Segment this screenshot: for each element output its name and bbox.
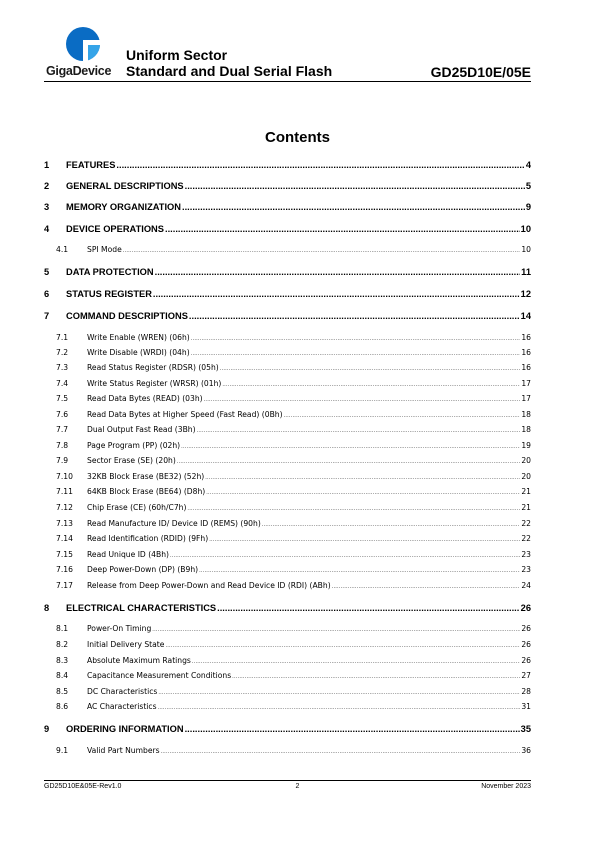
toc-entry[interactable] bbox=[44, 550, 531, 559]
toc-entry-leader bbox=[206, 490, 520, 496]
toc-entry-number: 8.2 bbox=[56, 640, 69, 649]
toc-entry-page: 16 bbox=[521, 348, 531, 357]
toc-entry-title: DC Characteristics bbox=[87, 687, 158, 696]
toc-entry-leader bbox=[116, 160, 524, 170]
toc-entry[interactable] bbox=[44, 379, 531, 388]
toc-entry[interactable] bbox=[44, 160, 531, 170]
toc-entry-title: 64KB Block Erase (BE64) (D8h) bbox=[87, 487, 206, 496]
toc-entry-title: Write Status Register (WRSR) (01h) bbox=[87, 379, 222, 388]
toc-entry-number: 9.1 bbox=[56, 746, 69, 755]
toc-entry-page: 31 bbox=[521, 702, 531, 711]
toc-entry-leader bbox=[123, 248, 521, 254]
toc-entry-number: 7.12 bbox=[56, 503, 73, 512]
toc-entry-leader bbox=[185, 724, 520, 734]
toc-entry-title: 32KB Block Erase (BE32) (52h) bbox=[87, 472, 205, 481]
toc-entry-title: Read Status Register (RDSR) (05h) bbox=[87, 363, 219, 372]
toc-entry-leader bbox=[192, 659, 520, 665]
toc-entry-title: Valid Part Numbers bbox=[87, 746, 160, 755]
toc-entry-page: 5 bbox=[525, 181, 531, 191]
toc-entry-leader bbox=[205, 475, 520, 481]
toc-entry[interactable] bbox=[44, 224, 531, 234]
toc-entry-leader bbox=[232, 674, 520, 680]
toc-entry-number: 2 bbox=[44, 181, 50, 191]
toc-entry[interactable] bbox=[44, 394, 531, 403]
toc-entry-leader bbox=[185, 181, 525, 191]
toc-entry-leader bbox=[153, 289, 520, 299]
toc-entry-title: ORDERING INFORMATION bbox=[66, 724, 184, 734]
toc-entry-number: 8.5 bbox=[56, 687, 69, 696]
toc-entry-number: 7.17 bbox=[56, 581, 73, 590]
toc-entry[interactable] bbox=[44, 603, 531, 613]
toc-entry-title: Page Program (PP) (02h) bbox=[87, 441, 181, 450]
toc-entry-page: 24 bbox=[521, 581, 531, 590]
toc-entry[interactable] bbox=[44, 425, 531, 434]
toc-entry[interactable] bbox=[44, 746, 531, 755]
toc-entry-page: 10 bbox=[520, 224, 531, 234]
toc-entry-leader bbox=[155, 267, 521, 277]
toc-entry-number: 7.2 bbox=[56, 348, 69, 357]
toc-entry-leader bbox=[181, 444, 520, 450]
toc-entry-leader bbox=[158, 705, 521, 711]
toc-entry-number: 8.4 bbox=[56, 671, 69, 680]
toc-entry-number: 7.13 bbox=[56, 519, 73, 528]
toc-entry-page: 21 bbox=[521, 487, 531, 496]
toc-entry-number: 9 bbox=[44, 724, 50, 734]
toc-entry-title: DATA PROTECTION bbox=[66, 267, 154, 277]
toc-entry-number: 7.1 bbox=[56, 333, 69, 342]
toc-entry-leader bbox=[332, 584, 521, 590]
toc-entry-page: 22 bbox=[521, 534, 531, 543]
toc-entry-page: 26 bbox=[521, 624, 531, 633]
toc-entry-number: 7.3 bbox=[56, 363, 69, 372]
toc-entry-title: Dual Output Fast Read (3Bh) bbox=[87, 425, 196, 434]
toc-entry-number: 3 bbox=[44, 202, 50, 212]
toc-entry-page: 16 bbox=[521, 333, 531, 342]
footer-doc-id: GD25D10E&05E-Rev1.0 bbox=[44, 783, 122, 790]
toc-entry-leader bbox=[191, 336, 521, 342]
toc-entry-page: 28 bbox=[521, 687, 531, 696]
toc-entry-leader bbox=[177, 459, 521, 465]
toc-entry-page: 9 bbox=[525, 202, 531, 212]
logo-mark-icon bbox=[64, 26, 102, 64]
toc-entry-leader bbox=[182, 202, 525, 212]
toc-entry[interactable] bbox=[44, 581, 531, 590]
toc-entry-title: Read Data Bytes (READ) (03h) bbox=[87, 394, 203, 403]
toc-entry[interactable] bbox=[44, 534, 531, 543]
toc-entry-leader bbox=[165, 224, 520, 234]
toc-entry-leader bbox=[197, 428, 521, 434]
toc-entry[interactable] bbox=[44, 202, 531, 212]
toc-entry-title: STATUS REGISTER bbox=[66, 289, 152, 299]
toc-entry[interactable] bbox=[44, 671, 531, 680]
gigadevice-logo bbox=[46, 26, 126, 80]
toc-entry-number: 7.6 bbox=[56, 410, 69, 419]
toc-entry-page: 17 bbox=[521, 379, 531, 388]
toc-entry-number: 7.11 bbox=[56, 487, 73, 496]
toc-entry-number: 7.9 bbox=[56, 456, 69, 465]
toc-entry-number: 7.10 bbox=[56, 472, 73, 481]
toc-entry-page: 12 bbox=[520, 289, 531, 299]
toc-entry-page: 10 bbox=[521, 245, 531, 254]
toc-entry-page: 21 bbox=[521, 503, 531, 512]
toc-entry-number: 8.6 bbox=[56, 702, 69, 711]
toc-entry-title: MEMORY ORGANIZATION bbox=[66, 202, 182, 212]
toc-entry[interactable] bbox=[44, 289, 531, 299]
toc-entry-page: 16 bbox=[521, 363, 531, 372]
toc-entry-leader bbox=[189, 311, 520, 321]
toc-entry-page: 23 bbox=[521, 550, 531, 559]
toc-entry-number: 8.1 bbox=[56, 624, 69, 633]
toc-entry-page: 20 bbox=[521, 456, 531, 465]
toc-entry-title: Read Manufacture ID/ Device ID (REMS) (90h) bbox=[87, 519, 261, 528]
toc-entry[interactable] bbox=[44, 311, 531, 321]
toc-entry-title: SPI Mode bbox=[87, 245, 122, 254]
toc-entry[interactable] bbox=[44, 441, 531, 450]
toc-entry-number: 5 bbox=[44, 267, 50, 277]
toc-entry-leader bbox=[204, 397, 521, 403]
toc-entry-page: 35 bbox=[520, 724, 531, 734]
toc-entry-page: 18 bbox=[521, 410, 531, 419]
toc-entry-page: 14 bbox=[520, 311, 531, 321]
toc-entry-title: Read Data Bytes at Higher Speed (Fast Read) (0Bh) bbox=[87, 410, 283, 419]
toc-entry-page: 20 bbox=[521, 472, 531, 481]
header-divider bbox=[44, 81, 531, 82]
toc-entry-page: 26 bbox=[521, 640, 531, 649]
toc-entry-number: 7 bbox=[44, 311, 50, 321]
toc-entry[interactable] bbox=[44, 503, 531, 512]
toc-entry[interactable] bbox=[44, 267, 531, 277]
toc-entry-leader bbox=[161, 749, 521, 755]
toc-entry[interactable] bbox=[44, 456, 531, 465]
toc-entry[interactable] bbox=[44, 687, 531, 696]
toc-entry-title: Read Unique ID (4Bh) bbox=[87, 550, 169, 559]
toc-entry-page: 18 bbox=[521, 425, 531, 434]
toc-entry-leader bbox=[217, 603, 520, 613]
toc-entry-number: 7.4 bbox=[56, 379, 69, 388]
toc-entry-title: ELECTRICAL CHARACTERISTICS bbox=[66, 603, 217, 613]
page-title: Contents bbox=[265, 129, 330, 146]
header-title-line1: Uniform Sector bbox=[126, 47, 228, 63]
toc-entry-title: COMMAND DESCRIPTIONS bbox=[66, 311, 188, 321]
toc-entry[interactable] bbox=[44, 519, 531, 528]
toc-entry-title: Chip Erase (CE) (60h/C7h) bbox=[87, 503, 187, 512]
toc-entry[interactable] bbox=[44, 410, 531, 419]
header-part-number: GD25D10E/05E bbox=[430, 64, 531, 80]
toc-entry[interactable] bbox=[44, 724, 531, 734]
toc-entry[interactable] bbox=[44, 565, 531, 574]
toc-entry-page: 26 bbox=[520, 603, 531, 613]
toc-entry-number: 6 bbox=[44, 289, 50, 299]
footer-date: November 2023 bbox=[481, 783, 531, 790]
toc-entry[interactable] bbox=[44, 245, 531, 254]
toc-entry-leader bbox=[191, 351, 521, 357]
toc-entry-title: FEATURES bbox=[66, 160, 116, 170]
toc-entry[interactable] bbox=[44, 487, 531, 496]
toc-entry[interactable] bbox=[44, 472, 531, 481]
toc-entry-leader bbox=[220, 366, 521, 372]
toc-entry-title: AC Characteristics bbox=[87, 702, 157, 711]
toc-entry[interactable] bbox=[44, 181, 531, 191]
toc-entry[interactable] bbox=[44, 702, 531, 711]
toc-entry-number: 4 bbox=[44, 224, 50, 234]
toc-entry-leader bbox=[222, 382, 520, 388]
toc-entry-title: Deep Power-Down (DP) (B9h) bbox=[87, 565, 199, 574]
toc-entry[interactable] bbox=[44, 656, 531, 665]
toc-entry-title: DEVICE OPERATIONS bbox=[66, 224, 164, 234]
toc-entry-page: 4 bbox=[525, 160, 531, 170]
toc-entry[interactable] bbox=[44, 363, 531, 372]
toc-entry[interactable] bbox=[44, 624, 531, 633]
toc-entry-title: Absolute Maximum Ratings bbox=[87, 656, 191, 665]
toc-entry-leader bbox=[209, 537, 520, 543]
toc-entry-page: 23 bbox=[521, 565, 531, 574]
toc-entry-number: 7.14 bbox=[56, 534, 73, 543]
toc-entry-page: 19 bbox=[521, 441, 531, 450]
toc-entry-leader bbox=[199, 568, 520, 574]
toc-entry-number: 7.15 bbox=[56, 550, 73, 559]
toc-entry-leader bbox=[165, 643, 520, 649]
toc-entry-title: GENERAL DESCRIPTIONS bbox=[66, 181, 184, 191]
toc-entry-title: Release from Deep Power-Down and Read Device ID (RDI) (ABh) bbox=[87, 581, 331, 590]
header-title-line2: Standard and Dual Serial Flash bbox=[126, 63, 333, 79]
toc-entry-title: Write Disable (WRDI) (04h) bbox=[87, 348, 190, 357]
toc-entry-page: 26 bbox=[521, 656, 531, 665]
toc-entry-page: 22 bbox=[521, 519, 531, 528]
toc-entry-number: 7.7 bbox=[56, 425, 69, 434]
toc-entry[interactable] bbox=[44, 333, 531, 342]
toc-entry-number: 8.3 bbox=[56, 656, 69, 665]
toc-entry-leader bbox=[262, 522, 521, 528]
toc-entry-title: Sector Erase (SE) (20h) bbox=[87, 456, 176, 465]
brand-name: GigaDevice bbox=[46, 64, 112, 78]
toc-entry-title: Power-On Timing bbox=[87, 624, 152, 633]
toc-entry-number: 7.8 bbox=[56, 441, 69, 450]
toc-entry[interactable] bbox=[44, 640, 531, 649]
toc-entry-number: 7.16 bbox=[56, 565, 73, 574]
toc-entry-title: Write Enable (WREN) (06h) bbox=[87, 333, 190, 342]
toc-entry-page: 17 bbox=[521, 394, 531, 403]
toc-entry-title: Capacitance Measurement Conditions bbox=[87, 671, 232, 680]
toc-entry-leader bbox=[152, 627, 520, 633]
toc-entry-leader bbox=[158, 690, 520, 696]
toc-entry-leader bbox=[284, 413, 521, 419]
toc-entry-page: 36 bbox=[521, 746, 531, 755]
toc-entry-number: 7.5 bbox=[56, 394, 69, 403]
footer-divider bbox=[44, 780, 531, 781]
toc-entry-leader bbox=[170, 553, 520, 559]
toc-entry[interactable] bbox=[44, 348, 531, 357]
toc-entry-page: 27 bbox=[521, 671, 531, 680]
toc-entry-number: 8 bbox=[44, 603, 50, 613]
toc-entry-page: 11 bbox=[521, 267, 531, 277]
toc-entry-title: Read Identification (RDID) (9Fh) bbox=[87, 534, 209, 543]
footer-page-number: 2 bbox=[295, 783, 300, 790]
toc-entry-leader bbox=[187, 506, 520, 512]
toc-entry-number: 4.1 bbox=[56, 245, 69, 254]
toc-entry-title: Initial Delivery State bbox=[87, 640, 165, 649]
toc-entry-number: 1 bbox=[44, 160, 50, 170]
